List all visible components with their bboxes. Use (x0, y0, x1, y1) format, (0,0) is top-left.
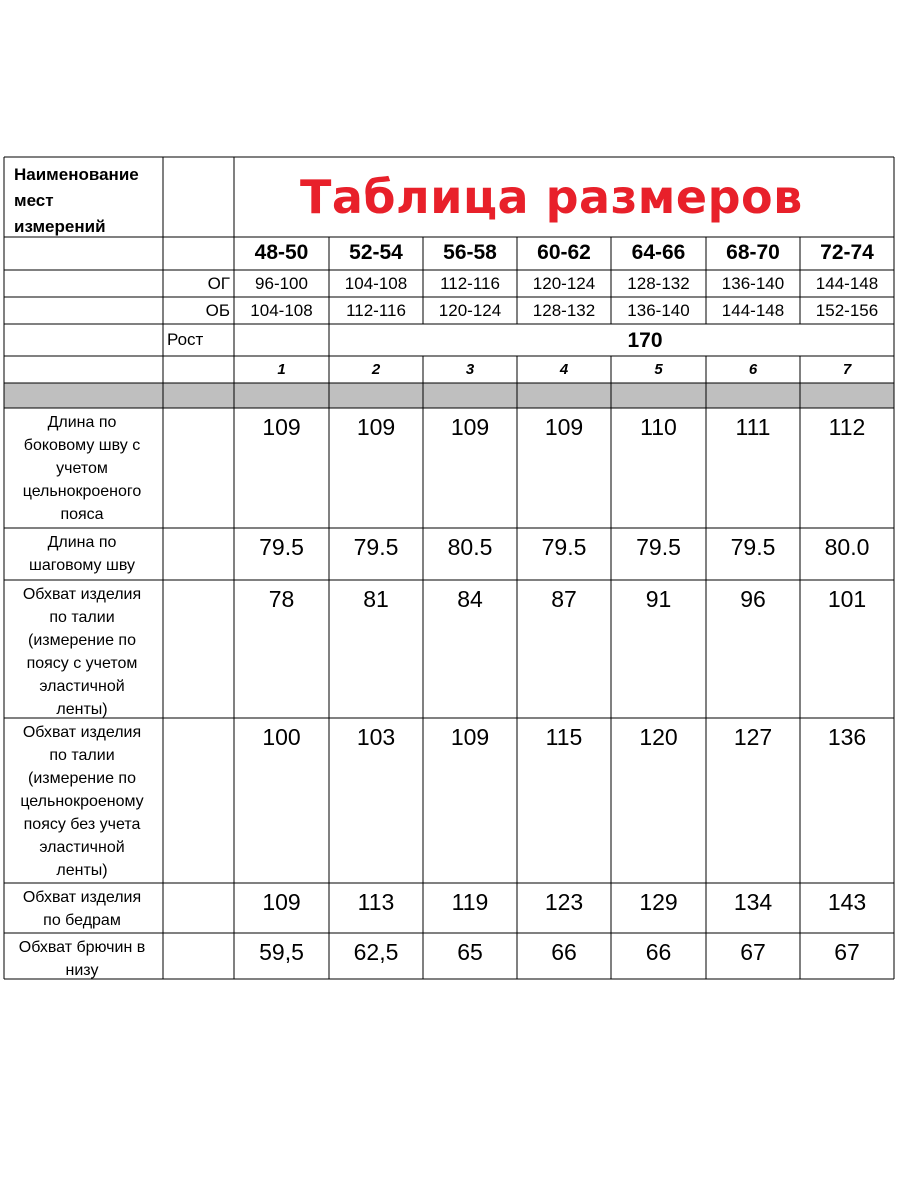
measurement-value: 115 (545, 724, 583, 750)
row-label-line: поясу без учета (23, 816, 141, 833)
size-label: 64-66 (631, 241, 686, 264)
measurement-value: 65 (457, 939, 483, 965)
param-value: 128-132 (627, 274, 690, 293)
measurement-value: 112 (828, 414, 866, 440)
size-label: 68-70 (726, 241, 780, 264)
row-label-line: по талии (49, 747, 115, 764)
measurement-value: 109 (450, 414, 490, 440)
header-label-line: измерений (14, 217, 106, 236)
param-label: ОГ (207, 274, 230, 293)
param-value: 96-100 (255, 274, 308, 293)
header-label-line: мест (14, 191, 54, 210)
row-label-line: цельнокроеному (20, 793, 144, 810)
measurement-value: 110 (640, 414, 677, 440)
column-index: 6 (748, 361, 758, 378)
size-label: 48-50 (254, 241, 309, 264)
row-label (4, 936, 160, 982)
measurement-value: 79.5 (353, 534, 399, 560)
row-label (4, 531, 160, 577)
measurement-value: 119 (451, 889, 489, 915)
measurement-value: 101 (827, 586, 867, 612)
measurement-value: 67 (834, 939, 860, 965)
measurement-value: 91 (645, 586, 672, 612)
size-label: 60-62 (537, 241, 591, 264)
measurement-value: 96 (740, 586, 766, 612)
measurement-value: 103 (356, 724, 396, 750)
row-label (4, 583, 160, 721)
measurement-value: 120 (639, 724, 678, 750)
measurement-value: 109 (262, 414, 301, 440)
measurement-value: 113 (357, 889, 395, 915)
rost-label: Рост (167, 330, 204, 349)
param-value: 144-148 (721, 301, 785, 320)
measurement-value: 80.5 (447, 534, 493, 560)
param-value: 128-132 (532, 301, 596, 320)
param-value: 136-140 (627, 301, 690, 320)
row-label-line: Длина по (47, 534, 117, 551)
column-index: 2 (371, 361, 381, 378)
param-label: ОБ (205, 301, 230, 320)
row-label-line: цельнокроеного (22, 483, 142, 500)
grey-separator-row (4, 383, 894, 408)
size-label: 56-58 (443, 241, 497, 264)
size-label: 52-54 (349, 241, 403, 264)
measurement-value: 129 (639, 889, 678, 915)
row-label-line: по бедрам (43, 912, 121, 929)
measurement-value: 66 (645, 939, 672, 965)
param-value: 104-108 (344, 274, 408, 293)
measurement-value: 100 (262, 724, 301, 750)
measurement-value: 143 (827, 889, 867, 915)
row-label-line: (измерение по (28, 770, 136, 787)
row-label-line: Обхват изделия (22, 586, 142, 603)
measurement-value: 109 (450, 724, 490, 750)
row-label-line: поясу с учетом (26, 655, 138, 672)
row-label-line: эластичной (39, 839, 125, 856)
param-value: 144-148 (815, 274, 879, 293)
measurement-value: 79.5 (730, 534, 776, 560)
header-label (14, 162, 164, 240)
param-value: 120-124 (438, 301, 502, 320)
measurement-value: 136 (827, 724, 867, 750)
measurement-value: 62,5 (353, 939, 399, 965)
measurement-value: 109 (262, 889, 301, 915)
row-label-line: ленты) (56, 701, 108, 718)
param-value: 112-116 (440, 274, 500, 293)
row-label-line: пояса (60, 506, 104, 523)
row-label (4, 721, 160, 882)
measurement-value: 123 (544, 889, 584, 915)
row-label-line: Обхват изделия (22, 724, 142, 741)
param-value: 120-124 (532, 274, 596, 293)
row-label-line: Обхват брючин в (18, 939, 146, 956)
row-label-line: эластичной (39, 678, 125, 695)
measurement-value: 79.5 (259, 534, 304, 560)
row-label-line: по талии (49, 609, 115, 626)
column-index: 5 (654, 361, 663, 378)
column-index: 3 (465, 361, 475, 378)
measurement-value: 78 (268, 586, 295, 612)
row-label-line: низу (65, 962, 99, 979)
param-value: 136-140 (721, 274, 785, 293)
size-label: 72-74 (820, 241, 874, 264)
column-index: 4 (559, 361, 569, 378)
row-label-line: ленты) (56, 862, 108, 879)
row-label-line: шаговому шву (29, 557, 135, 574)
param-value: 112-116 (346, 301, 406, 320)
measurement-value: 111 (735, 414, 771, 440)
measurement-value: 80.0 (824, 534, 870, 560)
measurement-value: 134 (733, 889, 773, 915)
measurement-value: 67 (740, 939, 766, 965)
measurement-value: 84 (457, 586, 483, 612)
measurement-value: 87 (551, 586, 577, 612)
measurement-value: 59,5 (259, 939, 304, 965)
row-label-line: Обхват изделия (22, 889, 142, 906)
rost-value: 170 (627, 329, 663, 352)
measurement-value: 109 (356, 414, 396, 440)
row-label (4, 886, 160, 932)
row-label-line: (измерение по (28, 632, 136, 649)
column-index: 1 (277, 361, 286, 378)
header-label-line: Наименование (14, 165, 139, 184)
measurement-value: 81 (363, 586, 389, 612)
table-title: Таблица размеров (300, 170, 803, 224)
measurement-value: 66 (551, 939, 577, 965)
row-label (4, 411, 160, 526)
measurement-value: 79.5 (636, 534, 681, 560)
row-label-line: Длина по (47, 414, 117, 431)
row-label-line: боковому шву с (23, 437, 141, 454)
param-value: 152-156 (815, 301, 879, 320)
row-label-line: учетом (56, 460, 108, 477)
param-value: 104-108 (250, 301, 313, 320)
column-index: 7 (842, 361, 852, 378)
measurement-value: 127 (733, 724, 773, 750)
measurement-value: 109 (544, 414, 584, 440)
measurement-value: 79.5 (541, 534, 587, 560)
